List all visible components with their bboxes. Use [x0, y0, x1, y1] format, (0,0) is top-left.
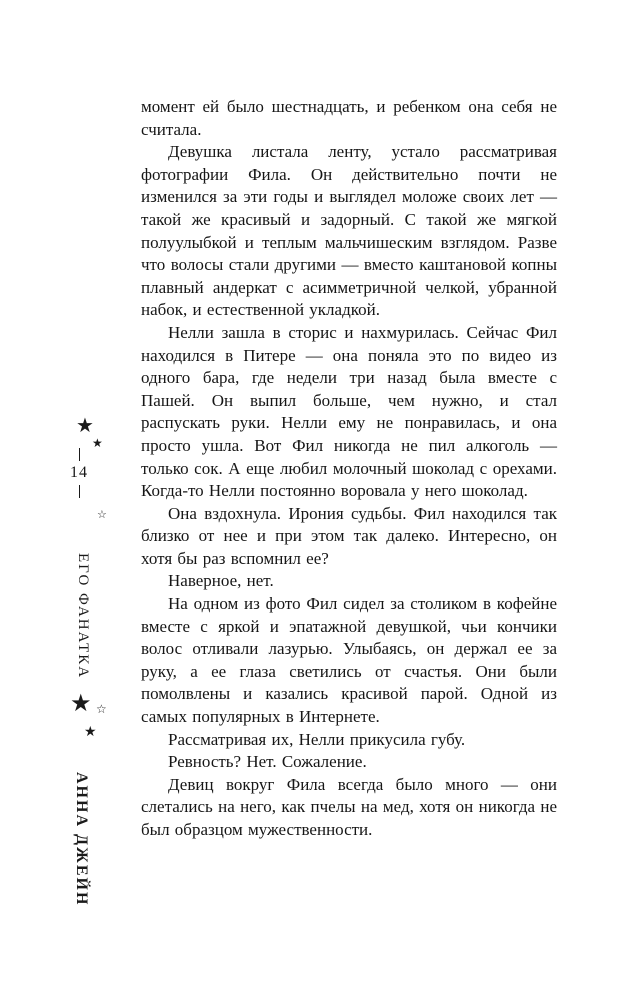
star-outline-icon: ☆: [96, 702, 107, 716]
star-filled-icon: ★: [84, 725, 97, 740]
page-number: 14: [70, 464, 88, 481]
paragraph: Девиц вокруг Фила всегда было много — они слетались на него, как пчелы на мед, хотя он никогда не был образцом мужественности.: [141, 774, 557, 839]
paragraph: момент ей было шестнадцать, и ребенком она себя не считала.: [141, 97, 557, 139]
book-title-vertical: ЕГО ФАНАТКА: [75, 553, 91, 680]
page-number-rule-top: [79, 448, 80, 461]
paragraph: Она вздохнула. Ирония судьбы. Фил находился так близко от нее и при этом так далеко. Интересно, он хотя бы раз вспомнил ее?: [141, 503, 557, 568]
paragraph: Наверное, нет.: [168, 571, 274, 591]
paragraph: Рассматривая их, Нелли прикусила губу.: [168, 729, 466, 749]
page-number-rule-bottom: [79, 485, 80, 498]
paragraph: Нелли зашла в сторис и нахмурилась. Сейчас Фил находился в Питере — она поняла это по видео из одного бара, где недели три назад была вместе с Пашей. Он выпил больше, чем нужно, и стал распускать руки. Нелли ему не понравилась, и она просто ушла. Вот Фил никогда не пил алкоголь — только сок. А еще любил молочный шоколад с орехами. Когда-то Нелли постоянно воровала у него шоколад.: [141, 322, 557, 501]
page-number-block: [64, 448, 94, 498]
paragraph: На одном из фото Фил сидел за столиком в кофейне вместе с яркой и эпатажной девушкой, чьи кончики волос отливали лазурью. Улыбаясь, он держал ее за руку, а ее глаза светились от счастья. Они были помолвлены и казались красивой парой. Одной из самых популярных в Интернете.: [141, 594, 557, 727]
star-filled-icon: ★: [70, 691, 92, 717]
paragraph: Девушка листала ленту, устало рассматривая фотографии Фила. Он действительно почти не изменился за эти годы и выглядел моложе своих лет — такой же красивый и задорный. С такой же мягкой полуулыбкой и теплым мальчишеским взглядом. Разве что волосы стали другими — вместо каштановой копны плавный андеркат с асимметричной челкой, убранной набок, и естественной укладкой.: [141, 142, 557, 320]
star-filled-icon: ★: [92, 436, 103, 450]
star-outline-icon: ☆: [97, 509, 107, 521]
body-text: [141, 96, 557, 842]
star-filled-icon: ★: [76, 415, 94, 437]
left-margin-column: [0, 0, 135, 1000]
paragraph: Ревность? Нет. Сожаление.: [168, 752, 367, 772]
author-name-vertical: АННА ДЖЕЙН: [73, 772, 90, 907]
